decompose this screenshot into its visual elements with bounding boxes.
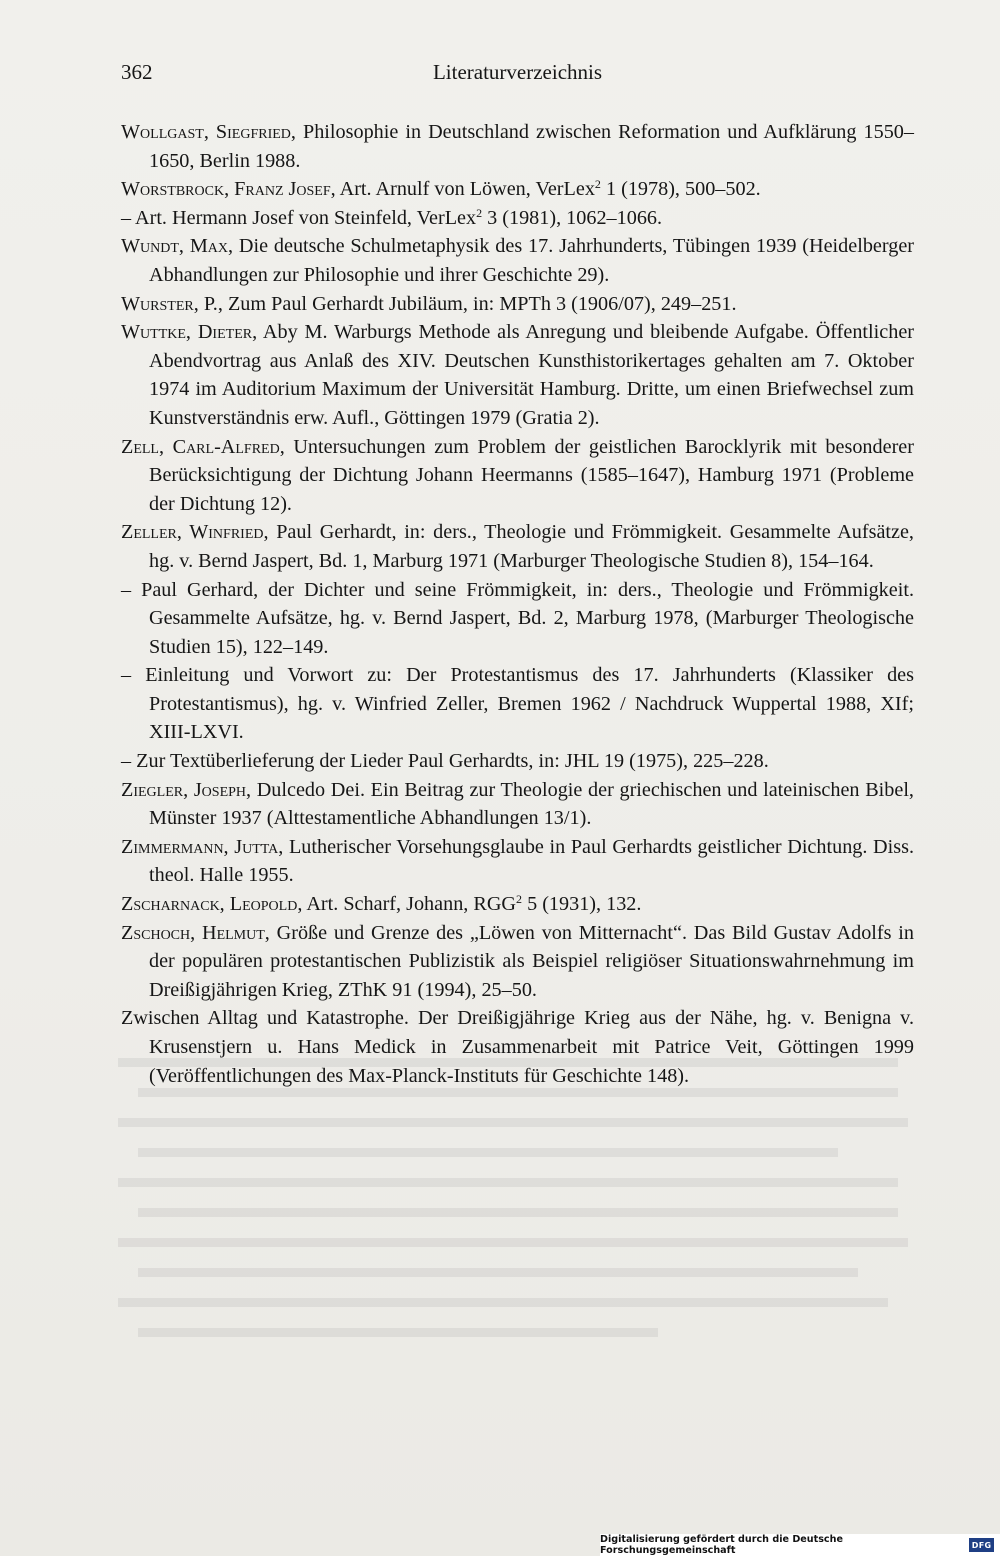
entry-text: , Untersuchungen zum Problem der geistlichen Barocklyrik mit besonderer Berücksichtigung der Dichtung Johann Heermanns (1585–1647), Hamburg 1971 (Probleme der Dichtung 12). xyxy=(149,435,914,515)
bibliography-entry xyxy=(121,318,914,432)
entry-author: Worstbrock, Franz Josef xyxy=(121,178,331,201)
entry-author: Zell, Carl-Alfred xyxy=(121,435,280,458)
entry-text: – Art. Hermann Josef von Steinfeld, VerLex xyxy=(121,206,477,229)
show-through-texture xyxy=(118,1048,918,1348)
edition-superscript: 2 xyxy=(594,177,601,192)
entry-text-continued: 5 (1931), 132. xyxy=(522,893,642,916)
entry-text: – Zur Textüberlieferung der Lieder Paul Gerhardts, in: JHL 19 (1975), 225–228. xyxy=(121,750,769,773)
running-head: Literaturverzeichnis xyxy=(432,60,603,84)
entry-author: Ziegler, Joseph xyxy=(121,778,247,801)
bibliography-entry xyxy=(121,204,914,233)
edition-superscript: 2 xyxy=(476,205,483,220)
entry-author: Wuttke, Dieter xyxy=(121,321,253,344)
page-number: 362 xyxy=(121,60,153,84)
entry-text: , Art. Arnulf von Löwen, VerLex xyxy=(330,178,595,201)
entry-text: Zwischen Alltag und Katastrophe. Der Dreißigjährige Krieg aus der Nähe, hg. v. Benigna v. Krusenstjern u. Hans Medick in Zusammenarbeit mit Patrice Veit, Göttingen 1999 (Veröffentlichungen des Max-Planck-Instituts für Geschichte 148). xyxy=(121,1007,914,1087)
entry-text: , Art. Scharf, Johann, RGG xyxy=(297,893,517,916)
bibliography-entry xyxy=(121,518,914,575)
bibliography-entry xyxy=(121,776,914,833)
entry-text: , Die deutsche Schulmetaphysik des 17. Jahrhunderts, Tübingen 1939 (Heidelberger Abhandlungen zur Philosophie und ihrer Geschichte 29). xyxy=(149,235,915,286)
entry-text: , Lutherischer Vorsehungsglaube in Paul Gerhardts geistlicher Dichtung. Diss. theol. Halle 1955. xyxy=(149,835,914,887)
entry-text-continued: 1 (1978), 500–502. xyxy=(600,178,761,201)
entry-text: , Aby M. Warburgs Methode als Anregung und bleibende Aufgabe. Öffentlicher Abendvortrag aus Anlaß des XIV. Deutschen Kunsthistorikertages gehalten am 7. Oktober 1974 im Auditorium Maximum der Universität Hamburg. Dritte, um einen Briefwechsel zum Kunstverständnis erw. Aufl., Göttingen 1979 (Gratia 2). xyxy=(149,321,914,429)
entry-text-continued: 3 (1981), 1062–1066. xyxy=(482,206,663,229)
bibliography-entry xyxy=(121,833,914,890)
dfg-logo: DFG xyxy=(969,1538,994,1552)
entry-author: Zschoch, Helmut xyxy=(121,921,265,944)
footer-credit: Digitalisierung gefördert durch die Deutsche Forschungsgemeinschaft xyxy=(600,1534,843,1556)
entry-author: Wollgast, Siegfried xyxy=(121,121,291,143)
edition-superscript: 2 xyxy=(516,892,523,907)
entry-author: Zscharnack, Leopold xyxy=(121,893,298,916)
entry-author: Wundt, Max xyxy=(121,235,229,258)
bibliography-entry xyxy=(121,118,914,175)
entry-author: Wurster, P. xyxy=(121,292,218,315)
entry-text: , Zum Paul Gerhardt Jubiläum, in: MPTh 3 (1906/07), 249–251. xyxy=(217,292,737,315)
bibliography-entry xyxy=(121,433,914,519)
bibliography-list xyxy=(121,118,914,1090)
entry-author: Zimmermann, Jutta xyxy=(121,835,279,858)
bibliography-entry xyxy=(121,747,914,776)
digitization-footer xyxy=(600,1534,1000,1556)
entry-text: – Einleitung und Vorwort zu: Der Protestantismus des 17. Jahrhunderts (Klassiker des Protestantismus), hg. v. Winfried Zeller, Bremen 1962 / Nachdruck Wuppertal 1988, XIf; XIII-LXVI. xyxy=(121,664,914,744)
page-header xyxy=(121,60,914,90)
bibliography-entry xyxy=(121,919,914,1005)
bibliography-entry xyxy=(121,290,914,319)
entry-text: – Paul Gerhard, der Dichter und seine Frömmigkeit, in: ders., Theologie und Frömmigkeit. Gesammelte Aufsätze, hg. v. Bernd Jaspert, Bd. 2, Marburg 1978, (Marburger Theologische Studien 15), 122–149. xyxy=(121,578,914,658)
bibliography-entry xyxy=(121,1004,914,1090)
bibliography-entry xyxy=(121,175,914,204)
bleed-lines xyxy=(118,1048,918,1348)
entry-text: , Paul Gerhardt, in: ders., Theologie und Frömmigkeit. Gesammelte Aufsätze, hg. v. Bernd Jaspert, Bd. 1, Marburg 1971 (Marburger Theologische Studien 8), 154–164. xyxy=(149,521,914,572)
entry-text: , Dulcedo Dei. Ein Beitrag zur Theologie der griechischen und lateinischen Bibel, Münster 1937 (Alttestamentliche Abhandlungen 13/1). xyxy=(149,778,914,830)
entry-text: , Philosophie in Deutschland zwischen Reformation und Aufklärung 1550–1650, Berlin 1988. xyxy=(149,121,914,172)
entry-author: Zeller, Winfried xyxy=(121,521,264,544)
bibliography-entry xyxy=(121,232,914,289)
bibliography-entry xyxy=(121,890,914,919)
bibliography-entry xyxy=(121,576,914,662)
entry-text: , Größe und Grenze des „Löwen von Mitternacht“. Das Bild Gustav Adolfs in der populären protestantischen Publizistik als Beispiel religiöser Situationswahrnehmung im Dreißigjährigen Krieg, ZThK 91 (1994), 25–50. xyxy=(149,921,914,1001)
bibliography-entry xyxy=(121,661,914,747)
